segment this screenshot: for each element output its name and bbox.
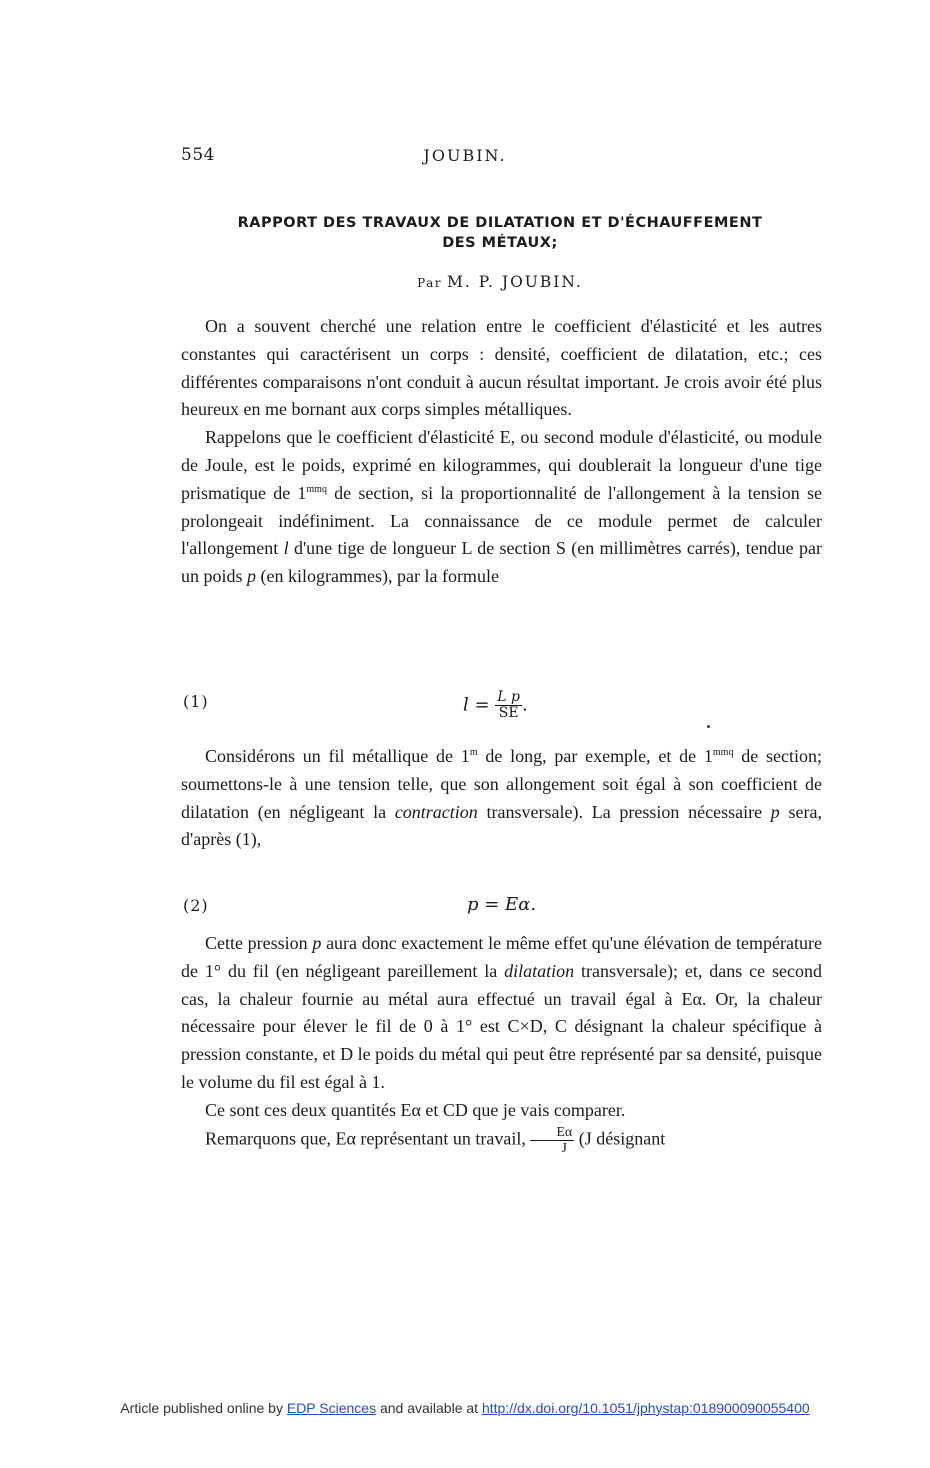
author-prefix: Par xyxy=(417,276,443,290)
equation-body: p = Eα. xyxy=(467,894,537,915)
paragraph-text: transversale). La pression nécessaire xyxy=(477,801,771,822)
article-title-line-1: RAPPORT DES TRAVAUX DE DILATATION ET D'ÉCHAUFFEMENT xyxy=(237,215,763,231)
fraction-denominator: J xyxy=(561,1140,567,1156)
fraction-numerator: L p xyxy=(497,689,521,705)
footer-middle: and available at xyxy=(379,1400,479,1416)
italic-term: contraction xyxy=(394,801,478,822)
equation-2 xyxy=(181,894,822,926)
equation-body xyxy=(463,690,528,721)
paragraph-text: de section; soumettons-le à une tension telle, que son allongement soit égal à son coefficient de dilatation (en négligeant la xyxy=(181,746,822,822)
paragraph-text: transversale); et, dans ce second cas, la chaleur fournie au métal aura effectué un travail égal à Eα. Or, la chaleur nécessaire pour élever le fil de 0 à 1° est C×D, C désignant la chaleur spécifique à pression constante, et D le poids du métal qui peut être représenté par sa densité, puisque le volume du fil est égal à 1. xyxy=(181,960,822,1092)
article-title-line-2: DES MÉTAUX; xyxy=(442,235,558,251)
paragraph-text: Cette pression xyxy=(205,933,313,953)
paragraph-definition xyxy=(181,424,822,591)
equation-fraction xyxy=(495,690,522,721)
publisher-link[interactable]: EDP Sciences xyxy=(286,1400,377,1416)
body-block-1 xyxy=(181,313,822,591)
paragraph-text: aura donc exactement le même effet qu'une élévation de température de 1° du fil (en négligeant pareillement la xyxy=(181,933,822,981)
math-variable: p xyxy=(770,801,780,822)
article-title xyxy=(180,213,820,253)
inline-fraction xyxy=(530,1125,574,1156)
superscript: mmq xyxy=(306,483,327,495)
body-block-2 xyxy=(181,743,822,854)
author-line xyxy=(180,273,820,291)
paragraph-compare: Ce sont ces deux quantités Eα et CD que je vais comparer. xyxy=(205,1099,626,1120)
paragraph-text: de section, si la proportionnalité de l'allongement à la tension se prolongeait indéfiniment. La connaissance de ce module permet de calculer l'allongement xyxy=(181,482,822,559)
paragraph-text: sera, d'après (1), xyxy=(181,801,822,850)
publication-footer xyxy=(0,1400,930,1416)
running-head: JOUBIN. xyxy=(423,146,507,165)
math-variable: p xyxy=(312,933,322,953)
paragraph-remark xyxy=(181,1125,822,1156)
paragraph-text: Rappelons que le coefficient d'élasticité E, ou second module d'élasticité, ou module de Joule, est le poids, exprimé en kilogrammes, qui doublerait la longueur d'une tige prismatique de 1 xyxy=(181,427,822,503)
page-number: 554 xyxy=(181,145,215,165)
math-variable: p xyxy=(247,566,257,587)
paragraph-text: (J désignant xyxy=(574,1128,666,1149)
body-block-3 xyxy=(181,930,822,1156)
paragraph-text: (en kilogrammes), par la formule xyxy=(256,566,499,587)
equation-number: (1) xyxy=(183,692,209,711)
print-speck xyxy=(707,725,710,728)
paragraph-text: Considérons un fil métallique de 1 xyxy=(205,746,470,766)
superscript: m xyxy=(469,747,478,758)
paragraph-pressure xyxy=(181,930,822,1097)
fraction-numerator: Eα xyxy=(530,1125,574,1141)
paragraph-intro: On a souvent cherché une relation entre le coefficient d'élasticité et les autres constantes qui caractérisent un corps : densité, coefficient de dilatation, etc.; ces différentes comparaisons n'ont conduit à aucun résultat important. Je crois avoir été plus heureux en me bornant aux corps simples métalliques. xyxy=(181,316,822,420)
paragraph-text: d'une tige de longueur L de section S (en millimètres carrés), tendue par un poids xyxy=(181,538,823,587)
doi-link[interactable]: http://dx.doi.org/10.1051/jphystap:018900090055400 xyxy=(481,1400,810,1416)
equation-1 xyxy=(181,690,822,722)
superscript: mmq xyxy=(712,747,734,758)
equation-period: . xyxy=(522,694,528,716)
equation-number: (2) xyxy=(183,896,209,915)
paragraph-consider xyxy=(181,743,822,854)
author-name: M. P. JOUBIN. xyxy=(447,273,583,291)
fraction-denominator: SE xyxy=(498,705,519,721)
italic-term: dilatation xyxy=(504,960,575,981)
footer-prefix: Article published online by xyxy=(120,1400,283,1416)
math-variable: l xyxy=(283,538,289,559)
paragraph-text: Remarquons que, Eα représentant un travail, xyxy=(205,1128,531,1149)
paragraph-text: de long, par exemple, et de 1 xyxy=(477,746,713,766)
equation-lhs: l = xyxy=(463,694,490,716)
